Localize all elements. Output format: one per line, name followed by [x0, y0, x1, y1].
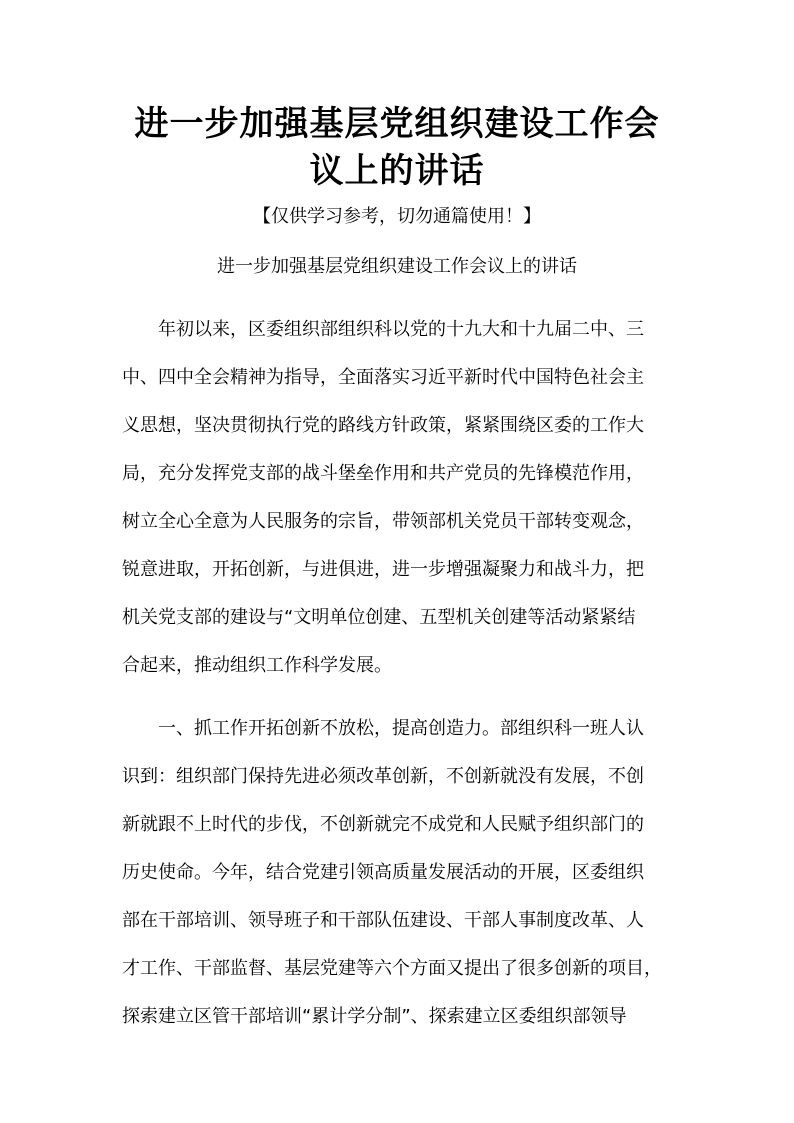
paragraph-line: 中、四中全会精神为指导，全面落实习近平新时代中国特色社会主 — [122, 367, 644, 388]
reference-note: 【仅供学习参考，切勿通篇使用！】 — [253, 206, 541, 227]
paragraph-line: 探索建立区管干部培训“累计学分制”、探索建立区委组织部领导 — [122, 1006, 627, 1027]
paragraph-line: 历史使命。今年，结合党建引领高质量发展活动的开展，区委组织 — [122, 862, 644, 883]
paragraph-line: 部在干部培训、领导班子和干部队伍建设、干部人事制度改革、人 — [122, 910, 644, 931]
paragraph-line: 树立全心全意为人民服务的宗旨，带领部机关党员干部转变观念， — [122, 511, 644, 532]
paragraph-line: 义思想，坚决贯彻执行党的路线方针政策，紧紧围绕区委的工作大 — [122, 415, 644, 436]
paragraph-line: 锐意进取，开拓创新，与进俱进，进一步增强凝聚力和战斗力，把 — [122, 559, 644, 580]
paragraph-line: 一、抓工作开拓创新不放松，提高创造力。部组织科一班人认 — [158, 718, 644, 739]
paragraph-line: 新就跟不上时代的步伐，不创新就完不成党和人民赋予组织部门的 — [122, 814, 644, 835]
document-title-line-2: 议上的讲话 — [309, 151, 485, 191]
paragraph-line: 合起来，推动组织工作科学发展。 — [122, 655, 392, 676]
document-title-line-1: 进一步加强基层党组织建设工作会 — [134, 104, 660, 144]
paragraph-line: 识到：组织部门保持先进必须改革创新，不创新就没有发展，不创 — [122, 766, 644, 787]
document-subtitle: 进一步加强基层党组织建设工作会议上的讲话 — [217, 256, 577, 277]
paragraph-line: 年初以来，区委组织部组织科以党的十九大和十九届二中、三 — [158, 319, 644, 340]
paragraph-line: 才工作、干部监督、基层党建等六个方面又提出了很多创新的项目， — [122, 958, 662, 979]
paragraph-line: 机关党支部的建设与“文明单位创建、五型机关创建等活动紧紧结 — [122, 607, 636, 628]
paragraph-line: 局，充分发挥党支部的战斗堡垒作用和共产党员的先锋模范作用， — [122, 463, 644, 484]
